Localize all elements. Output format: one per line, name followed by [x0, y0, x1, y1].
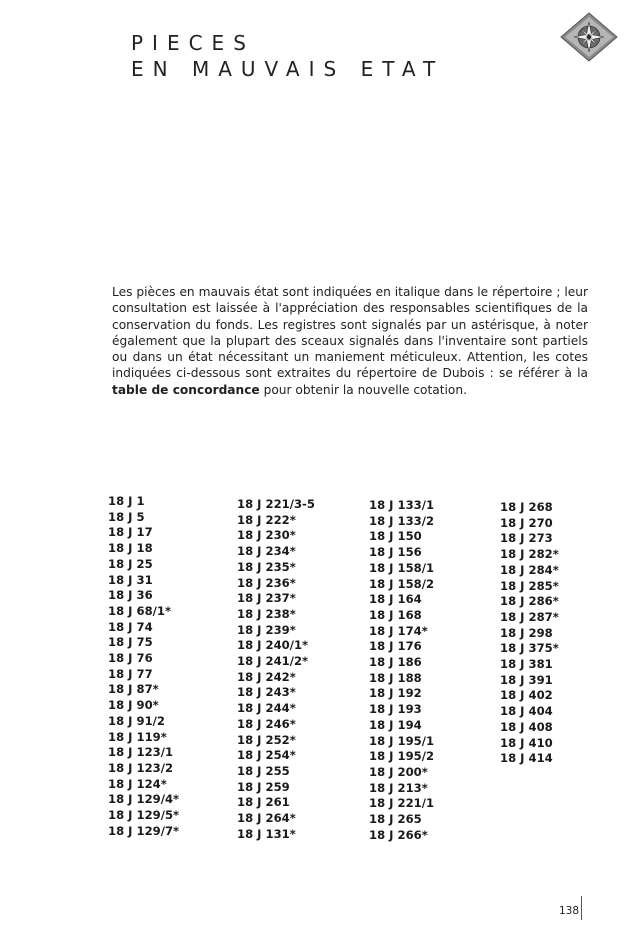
shelfmark-entry: 18 J 176	[369, 639, 422, 654]
shelfmark-entry: 18 J 284*	[500, 562, 559, 577]
shelfmark-entry: 18 J 270	[500, 515, 553, 530]
shelfmark-entry: 18 J 285*	[500, 578, 559, 593]
shelfmark-entry: 18 J 402	[500, 688, 553, 703]
shelfmark-column-1	[108, 494, 179, 839]
shelfmark-entry: 18 J 255	[237, 763, 290, 778]
shelfmark-entry: 18 J 195/1	[369, 733, 435, 748]
shelfmark-entry: 18 J 265	[369, 812, 422, 827]
compass-rose-icon	[560, 12, 618, 62]
shelfmark-column-2	[237, 497, 315, 842]
shelfmark-entry: 18 J 129/4*	[108, 792, 180, 807]
shelfmark-entry: 18 J 91/2	[108, 713, 165, 728]
shelfmark-entry: 18 J 90*	[108, 698, 159, 713]
shelfmark-entry: 18 J 404	[500, 704, 553, 719]
shelfmark-entry: 18 J 237*	[237, 591, 296, 606]
shelfmark-entry: 18 J 246*	[237, 716, 296, 731]
shelfmark-entry: 18 J 194	[369, 717, 422, 732]
shelfmark-entry: 18 J 286*	[500, 594, 559, 609]
shelfmark-entry: 18 J 213*	[369, 780, 428, 795]
shelfmark-entry: 18 J 282*	[500, 547, 559, 562]
shelfmark-entry: 18 J 221/3-5	[237, 497, 315, 511]
page-number-divider	[581, 896, 582, 920]
shelfmark-entry: 18 J 236*	[237, 575, 296, 590]
page-title	[131, 30, 444, 82]
shelfmark-entry: 18 J 241/2*	[237, 654, 309, 669]
shelfmark-entry: 18 J 243*	[237, 685, 296, 700]
shelfmark-entry: 18 J 410	[500, 735, 553, 750]
shelfmark-column-3	[369, 498, 434, 843]
shelfmark-column-4	[500, 500, 559, 767]
shelfmark-entry: 18 J 266*	[369, 827, 428, 842]
shelfmark-entry: 18 J 414	[500, 751, 553, 766]
shelfmark-entry: 18 J 119*	[108, 729, 167, 744]
title-line-2: EN MAUVAIS ETAT	[131, 57, 445, 81]
concordance-table-reference: table de concordance	[112, 382, 260, 397]
shelfmark-entry: 18 J 1	[108, 494, 145, 508]
shelfmark-entry: 18 J 268	[500, 500, 553, 514]
shelfmark-entry: 18 J 242*	[237, 669, 296, 684]
shelfmark-entry: 18 J 124*	[108, 776, 167, 791]
shelfmark-entry: 18 J 5	[108, 509, 145, 524]
shelfmark-entry: 18 J 234*	[237, 544, 296, 559]
shelfmark-entry: 18 J 168	[369, 607, 422, 622]
intro-paragraph	[112, 284, 588, 398]
shelfmark-entry: 18 J 244*	[237, 701, 296, 716]
intro-text: Les pièces en mauvais état sont indiquées en italique dans le répertoire ; leur consultation est laissée à l'appréciation des responsables scientifiques de la conservation du fonds. Les registres sont signalés par un astérisque, à noter également que la plupart des sceaux signalés dans l'inventaire sont partiels ou dans un état nécessitant un maniement méticuleux. Attention, les cotes indiquées ci-dessous sont extraites du répertoire de Dubois : se référer à la	[112, 285, 588, 381]
shelfmark-entry: 18 J 76	[108, 651, 153, 666]
shelfmark-entry: 18 J 200*	[369, 764, 428, 779]
shelfmark-entry: 18 J 31	[108, 572, 153, 587]
title-line-1: PIECES	[131, 31, 255, 55]
shelfmark-entry: 18 J 287*	[500, 609, 559, 624]
shelfmark-entry: 18 J 129/5*	[108, 808, 180, 823]
shelfmark-entry: 18 J 131*	[237, 826, 296, 841]
shelfmark-entry: 18 J 239*	[237, 622, 296, 637]
shelfmark-entry: 18 J 298	[500, 625, 553, 640]
shelfmark-entry: 18 J 408	[500, 719, 553, 734]
shelfmark-entry: 18 J 18	[108, 541, 153, 556]
shelfmark-entry: 18 J 87*	[108, 682, 159, 697]
shelfmark-entry: 18 J 164	[369, 592, 422, 607]
shelfmark-entry: 18 J 238*	[237, 606, 296, 621]
shelfmark-entry: 18 J 74	[108, 619, 153, 634]
shelfmark-entry: 18 J 375*	[500, 641, 559, 656]
shelfmark-entry: 18 J 193	[369, 702, 422, 717]
shelfmark-entry: 18 J 261	[237, 795, 290, 810]
shelfmark-entry: 18 J 77	[108, 666, 153, 681]
shelfmark-entry: 18 J 156	[369, 545, 422, 560]
shelfmark-entry: 18 J 230*	[237, 528, 296, 543]
shelfmark-entry: 18 J 133/2	[369, 513, 435, 528]
shelfmark-entry: 18 J 174*	[369, 623, 428, 638]
shelfmark-entry: 18 J 129/7*	[108, 823, 180, 838]
shelfmark-entry: 18 J 36	[108, 588, 153, 603]
page-number: 138	[559, 905, 580, 917]
shelfmark-entry: 18 J 17	[108, 525, 153, 540]
shelfmark-entry: 18 J 75	[108, 635, 153, 650]
shelfmark-entry: 18 J 273	[500, 531, 553, 546]
shelfmark-entry: 18 J 192	[369, 686, 422, 701]
shelfmark-entry: 18 J 158/1	[369, 560, 435, 575]
intro-text-end: pour obtenir la nouvelle cotation.	[259, 382, 467, 397]
shelfmark-entry: 18 J 123/1	[108, 745, 174, 760]
shelfmark-entry: 18 J 123/2	[108, 760, 174, 775]
shelfmark-entry: 18 J 150	[369, 529, 422, 544]
shelfmark-entry: 18 J 252*	[237, 732, 296, 747]
shelfmark-entry: 18 J 264*	[237, 811, 296, 826]
shelfmark-entry: 18 J 195/2	[369, 749, 435, 764]
shelfmark-entry: 18 J 25	[108, 556, 153, 571]
shelfmark-entry: 18 J 221/1	[369, 796, 435, 811]
shelfmark-entry: 18 J 188	[369, 670, 422, 685]
shelfmark-entry: 18 J 158/2	[369, 576, 435, 591]
shelfmark-entry: 18 J 381	[500, 657, 553, 672]
shelfmark-entry: 18 J 222*	[237, 512, 296, 527]
shelfmark-entry: 18 J 186	[369, 655, 422, 670]
shelfmark-entry: 18 J 133/1	[369, 498, 435, 512]
shelfmark-entry: 18 J 391	[500, 672, 553, 687]
shelfmark-entry: 18 J 235*	[237, 559, 296, 574]
shelfmark-entry: 18 J 240/1*	[237, 638, 309, 653]
shelfmark-entry: 18 J 68/1*	[108, 603, 172, 618]
shelfmark-entry: 18 J 259	[237, 779, 290, 794]
shelfmark-entry: 18 J 254*	[237, 748, 296, 763]
